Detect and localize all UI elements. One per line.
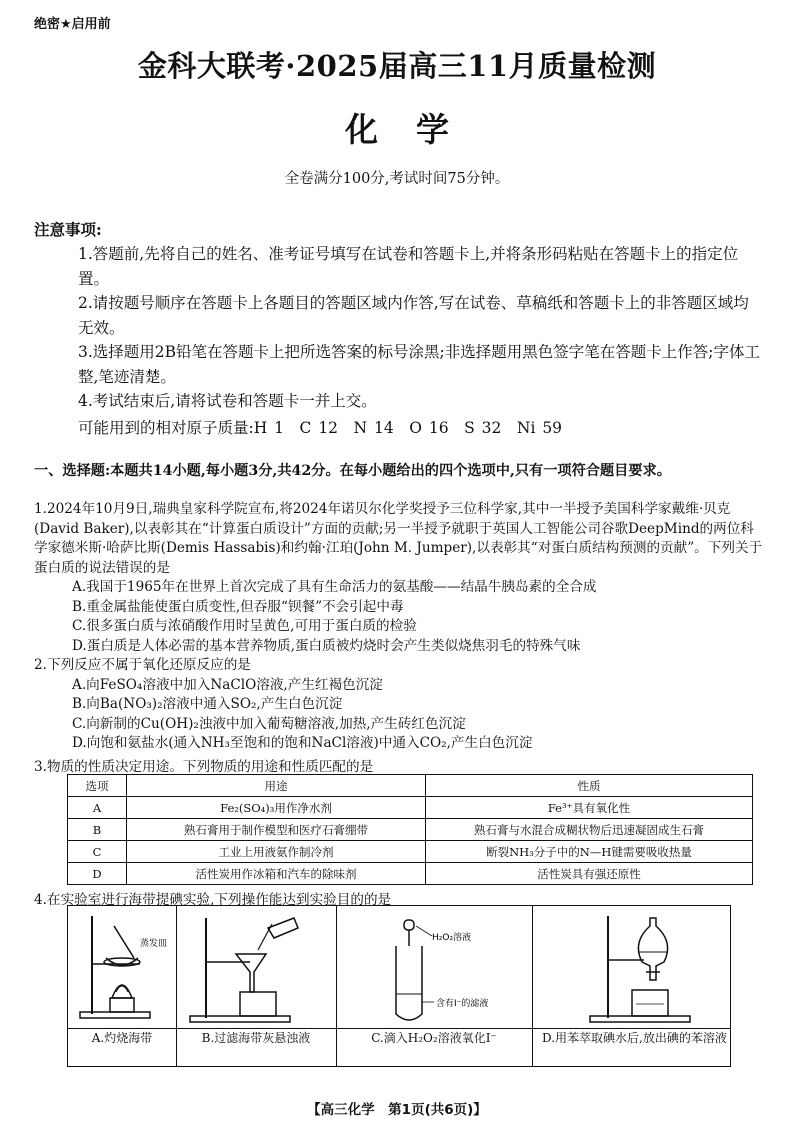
table-row: [68, 819, 753, 841]
apparatus-a-label: 蒸发皿: [140, 939, 168, 949]
score-line: 全卷满分100分,考试时间75分钟。: [284, 171, 510, 187]
table-cell: 活性炭具有强还原性: [426, 863, 753, 885]
q2-stem: 2.下列反应不属于氧化还原反应的是: [34, 657, 251, 673]
q3-table: [67, 774, 753, 885]
q2-option-d: D.向饱和氨盐水(通入NH₃至饱和的饱和NaCl溶液)中通入CO₂,产生白色沉淀: [72, 735, 533, 751]
table-header-row: [68, 775, 753, 797]
q4-apparatus-panel: [67, 905, 731, 1067]
table-row: [68, 841, 753, 863]
table-cell: D: [68, 863, 127, 885]
section-heading: 一、选择题:本题共14小题,每小题3分,共42分。在每小题给出的四个选项中,只有一项符合题目要求。: [34, 463, 671, 479]
heating-setup-icon: [68, 906, 176, 1028]
h2o2-label: H₂O₂溶液: [432, 933, 472, 943]
col-header-property: 性质: [426, 775, 753, 797]
notice-item: 2.请按题号顺序在答题卡上各题目的答题区域内作答,写在试卷、草稿纸和答题卡上的非答题区域均无效。: [78, 294, 749, 337]
exam-title: 金科大联考·2025届高三11月质量检测: [137, 49, 657, 83]
table-cell: Fe³⁺具有氧化性: [426, 797, 753, 819]
caption-a: A.灼烧海带: [91, 1031, 153, 1045]
apparatus-d: [532, 906, 730, 1066]
filtrate-label: 含有I⁻的滤液: [436, 999, 489, 1009]
table-cell: C: [68, 841, 127, 863]
question-block: [34, 500, 764, 754]
q4-stem: 4.在实验室进行海带提碘实验,下列操作能达到实验目的的是: [34, 892, 392, 908]
q2-option-c: C.向新制的Cu(OH)₂浊液中加入葡萄糖溶液,加热,产生砖红色沉淀: [72, 715, 466, 732]
filtration-setup-icon: [176, 906, 336, 1028]
table-cell: 活性炭用作冰箱和汽车的除味剂: [127, 863, 426, 885]
q1-option-b: B.重金属盐能使蛋白质变性,但吞服“钡餐”不会引起中毒: [72, 598, 404, 615]
notice-list: [78, 242, 760, 414]
dropper-setup-icon: [336, 906, 532, 1028]
apparatus-b: [176, 906, 337, 1066]
apparatus-c: [336, 906, 533, 1066]
notice-item: 4.考试结束后,请将试卷和答题卡一并上交。: [78, 392, 377, 410]
table-row: [68, 863, 753, 885]
table-row: [68, 797, 753, 819]
col-header-option: 选项: [68, 775, 127, 797]
q2-option-b: B.向Ba(NO₃)₂溶液中通入SO₂,产生白色沉淀: [72, 696, 343, 712]
q2-option-a: A.向FeSO₄溶液中加入NaClO溶液,产生红褐色沉淀: [72, 676, 383, 693]
subject-title: 化学: [345, 110, 487, 149]
separatory-funnel-icon: [532, 906, 730, 1028]
q3-stem: 3.物质的性质决定用途。下列物质的用途和性质匹配的是: [34, 759, 374, 775]
table-cell: B: [68, 819, 127, 841]
caption-b: B.过滤海带灰悬浊液: [201, 1031, 311, 1045]
caption-c: C.滴入H₂O₂溶液氧化I⁻: [371, 1031, 497, 1045]
q1-option-c: C.很多蛋白质与浓硝酸作用时呈黄色,可用于蛋白质的检验: [72, 618, 417, 634]
caption-d: D.用苯萃取碘水后,放出碘的苯溶液: [542, 1031, 727, 1045]
table-cell: Fe₂(SO₄)₃用作净水剂: [127, 797, 426, 819]
apparatus-a: [68, 906, 177, 1066]
col-header-use: 用途: [127, 775, 426, 797]
table-cell: A: [68, 797, 127, 819]
table-cell: 工业上用液氨作制冷剂: [127, 841, 426, 863]
table-cell: 熟石膏与水混合成糊状物后迅速凝固成生石膏: [426, 819, 753, 841]
table-cell: 断裂NH₃分子中的N—H键需要吸收热量: [426, 841, 753, 863]
notice-item: 3.选择题用2B铅笔在答题卡上把所选答案的标号涂黑;非选择题用黑色签字笔在答题卡上作答;字体工整,笔迹清楚。: [78, 343, 760, 386]
confidential-label: 绝密★启用前: [34, 17, 111, 32]
page-footer: 【高三化学 第1页(共6页)】: [307, 1102, 487, 1118]
q1-option-d: D.蛋白质是人体必需的基本营养物质,蛋白质被灼烧时会产生类似烧焦羽毛的特殊气味: [72, 637, 581, 654]
notice-heading: 注意事项:: [34, 220, 102, 239]
q1-option-a: A.我国于1965年在世界上首次完成了具有生命活力的氨基酸——结晶牛胰岛素的全合成: [72, 579, 597, 595]
atomic-masses: 可能用到的相对原子质量:H 1 C 12 N 14 O 16 S 32 Ni 59: [78, 419, 563, 437]
notice-item: 1.答题前,先将自己的姓名、准考证号填写在试卷和答题卡上,并将条形码粘贴在答题卡上的指定位置。: [78, 245, 739, 288]
table-cell: 熟石膏用于制作模型和医疗石膏绷带: [127, 819, 426, 841]
q1-stem: 1.2024年10月9日,瑞典皇家科学院宣布,将2024年诺贝尔化学奖授予三位科学家,其中一半授予美国科学家戴维·贝克(David Baker),以表彰其在“计算蛋白质设计”方面的贡献;另一半授予就职于英国人工智能公司谷歌DeepMind的两位科学家德米斯·哈萨比斯(Demis Hassabis)和约翰·江珀(John M. Jumper),以表彰其“对蛋白质结构预测的贡献”。下列关于蛋白质的说法错误的是: [34, 501, 763, 576]
